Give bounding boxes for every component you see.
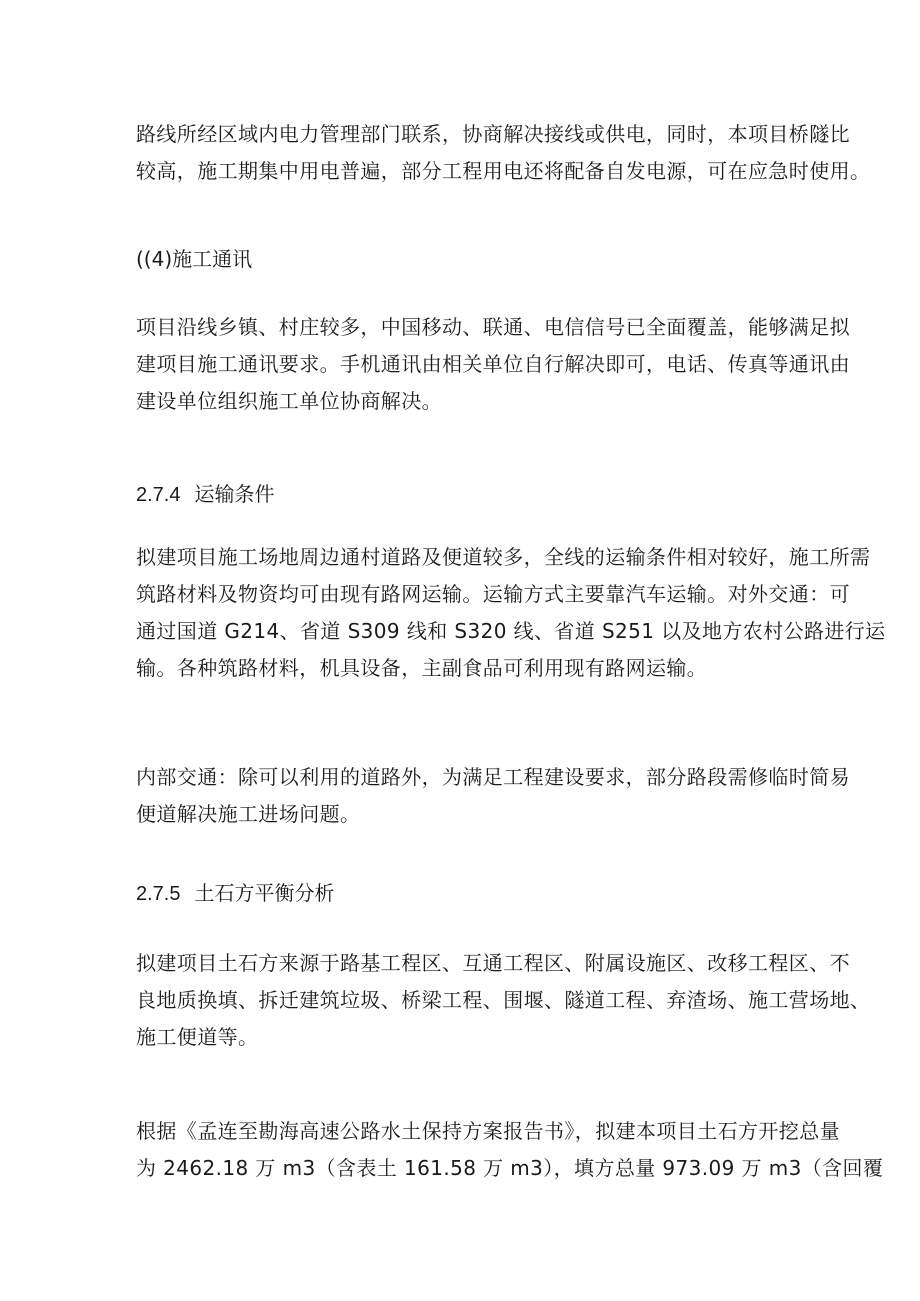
paragraph-earthwork-sources (136, 945, 871, 1056)
paragraph-internal-transport (136, 759, 850, 833)
paragraph-line: 建设单位组织施工单位协商解决。 (136, 389, 442, 413)
paragraph-line: 较高，施工期集中用电普遍，部分工程用电还将配备自发电源，可在应急时使用。 (136, 159, 871, 183)
paragraph-line: 路线所经区域内电力管理部门联系，协商解决接线或供电，同时，本项目桥隧比 (136, 122, 850, 146)
paragraph-line: 根据《孟连至勘海高速公路水土保持方案报告书》，拟建本项目土石方开挖总量 (136, 1119, 840, 1143)
section-number: 2.7.5 (136, 883, 181, 905)
paragraph-line: 良地质换填、拆迁建筑垃圾、桥梁工程、围堰、隧道工程、弃渣场、施工营场地、 (136, 988, 871, 1012)
paragraph-line: 输。各种筑路材料，机具设备，主副食品可利用现有路网运输。 (136, 656, 708, 680)
section-title: 土石方平衡分析 (194, 881, 335, 905)
paragraph-line: 为 2462.18 万 m3（含表土 161.58 万 m3），填方总量 973.09 万 m3（含回覆 (136, 1156, 884, 1180)
paragraph-communication (136, 309, 850, 420)
paragraph-power-supply (136, 116, 871, 190)
paragraph-earthwork-volume (136, 1113, 884, 1187)
section-number: 2.7.4 (136, 484, 181, 506)
paragraph-line: 通过国道 G214、省道 S309 线和 S320 线、省道 S251 以及地方农村公路进行运 (136, 619, 886, 643)
section-title: 运输条件 (194, 482, 275, 506)
paragraph-line: 内部交通：除可以利用的道路外，为满足工程建设要求，部分路段需修临时简易 (136, 765, 850, 789)
subheading-construction-communication: ((4)施工通讯 (136, 247, 253, 271)
section-heading-2-7-5 (136, 878, 334, 909)
paragraph-line: 便道解决施工进场问题。 (136, 802, 361, 826)
section-heading-2-7-4 (136, 479, 274, 510)
paragraph-line: 建项目施工通讯要求。手机通讯由相关单位自行解决即可，电话、传真等通讯由 (136, 352, 850, 376)
paragraph-line: 拟建项目施工场地周边通村道路及便道较多，全线的运输条件相对较好，施工所需 (136, 545, 871, 569)
paragraph-transport (136, 539, 886, 687)
paragraph-line: 筑路材料及物资均可由现有路网运输。运输方式主要靠汽车运输。对外交通：可 (136, 582, 850, 606)
paragraph-line: 拟建项目土石方来源于路基工程区、互通工程区、附属设施区、改移工程区、不 (136, 951, 850, 975)
paragraph-line: 施工便道等。 (136, 1025, 259, 1049)
paragraph-line: 项目沿线乡镇、村庄较多，中国移动、联通、电信信号已全面覆盖，能够满足拟 (136, 315, 850, 339)
